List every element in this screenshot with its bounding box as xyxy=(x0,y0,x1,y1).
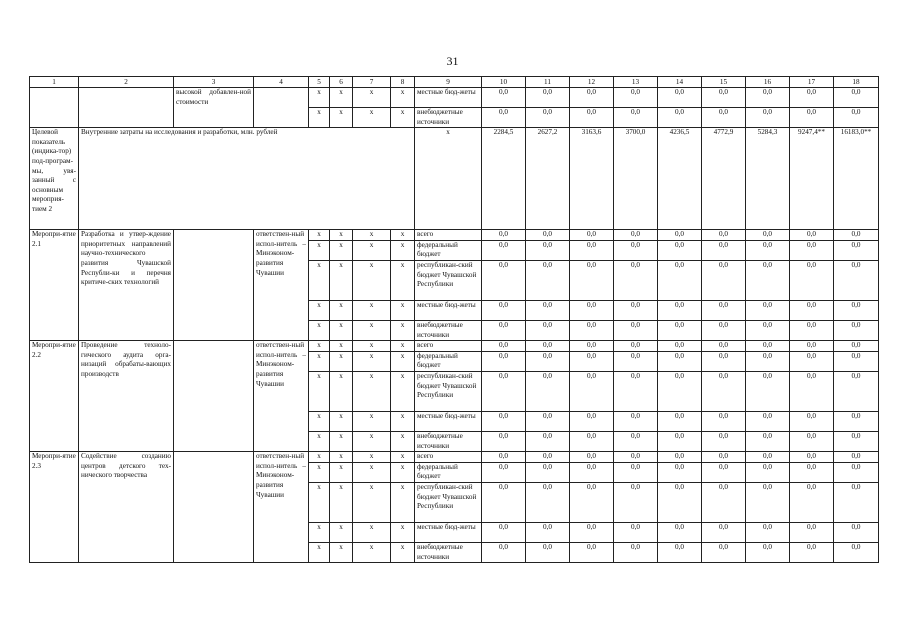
mark-cell: x xyxy=(309,542,330,562)
value-cell: 0,0 xyxy=(834,462,879,482)
value-cell: 0,0 xyxy=(526,431,570,451)
value-cell: 0,0 xyxy=(790,482,834,522)
column-number-header: 4 xyxy=(254,77,309,88)
value-cell: 0,0 xyxy=(702,411,746,431)
value-cell: 0,0 xyxy=(658,431,702,451)
mark-cell: x xyxy=(353,482,391,522)
value-cell: 0,0 xyxy=(570,462,614,482)
empty-cell xyxy=(174,230,254,341)
mark-cell: x xyxy=(309,341,330,352)
value-cell: 0,0 xyxy=(702,482,746,522)
funding-source: внебюджетные источники xyxy=(415,320,482,340)
page-number: 31 xyxy=(446,54,459,68)
value-cell: 0,0 xyxy=(746,462,790,482)
value-cell: 0,0 xyxy=(790,411,834,431)
mark-cell: x xyxy=(309,482,330,522)
value-cell: 0,0 xyxy=(834,542,879,562)
value-cell: 0,0 xyxy=(746,452,790,463)
value-cell: 0,0 xyxy=(834,452,879,463)
value-cell: 0,0 xyxy=(570,351,614,371)
value-cell: 0,0 xyxy=(614,522,658,542)
value-cell: 0,0 xyxy=(614,452,658,463)
value-cell: 0,0 xyxy=(570,431,614,451)
mark-cell: x xyxy=(309,371,330,411)
funding-source: федеральный бюджет xyxy=(415,240,482,260)
value-cell: 0,0 xyxy=(614,482,658,522)
value-cell: 0,0 xyxy=(526,522,570,542)
mark-cell: x xyxy=(391,351,415,371)
value-cell: 0,0 xyxy=(526,260,570,300)
mark-cell: x xyxy=(353,452,391,463)
value-cell: 0,0 xyxy=(746,411,790,431)
value-cell: 0,0 xyxy=(482,411,526,431)
value-cell: 0,0 xyxy=(834,431,879,451)
value-cell: 0,0 xyxy=(482,230,526,241)
funding-source: местные бюд-жеты xyxy=(415,411,482,431)
mark-cell: x xyxy=(330,108,353,128)
mark-cell: x xyxy=(391,88,415,108)
mark-cell: x xyxy=(353,88,391,108)
value-cell: 0,0 xyxy=(658,320,702,340)
value-cell: 0,0 xyxy=(746,260,790,300)
mark-cell: x xyxy=(353,371,391,411)
value-cell: 0,0 xyxy=(614,351,658,371)
value-cell: 0,0 xyxy=(658,482,702,522)
value-cell: 0,0 xyxy=(570,542,614,562)
mark-cell: x xyxy=(330,522,353,542)
funding-source: местные бюд-жеты xyxy=(415,300,482,320)
mark-cell: x xyxy=(391,108,415,128)
value-cell: 0,0 xyxy=(746,371,790,411)
mark-cell: x xyxy=(391,462,415,482)
mark-cell: x xyxy=(309,300,330,320)
value-cell: 0,0 xyxy=(746,351,790,371)
value-cell: 0,0 xyxy=(570,522,614,542)
value-cell: 0,0 xyxy=(790,341,834,352)
value-cell: 0,0 xyxy=(702,371,746,411)
value-cell: 0,0 xyxy=(834,88,879,108)
mark-cell: x xyxy=(330,351,353,371)
value-cell: 0,0 xyxy=(614,542,658,562)
value-cell: 0,0 xyxy=(614,230,658,241)
mark-cell: x xyxy=(391,482,415,522)
value-cell: 0,0 xyxy=(702,240,746,260)
value-cell: 0,0 xyxy=(658,108,702,128)
value-cell: 0,0 xyxy=(526,320,570,340)
value-cell: 0,0 xyxy=(526,341,570,352)
value-cell: 0,0 xyxy=(526,371,570,411)
mark-cell: x xyxy=(309,320,330,340)
value-cell: 0,0 xyxy=(526,482,570,522)
value-cell: 0,0 xyxy=(526,452,570,463)
measure-name: Проведение техноло-гического аудита орга-низаций обрабаты-вающих производств xyxy=(79,341,174,452)
value-cell: 0,0 xyxy=(526,542,570,562)
mark-cell: x xyxy=(330,482,353,522)
value-cell: 0,0 xyxy=(702,431,746,451)
measure-name: Разработка и утвер-ждение приоритетных направлений научно-технического развития Чувашской Республи-ки и перечня критиче-ских технологий xyxy=(79,230,174,341)
value-cell: 0,0 xyxy=(658,452,702,463)
funding-source: местные бюд-жеты xyxy=(415,522,482,542)
indicator-value: 2627,2 xyxy=(526,128,570,230)
value-cell: 0,0 xyxy=(482,431,526,451)
mark-cell: x xyxy=(391,452,415,463)
value-cell: 0,0 xyxy=(482,351,526,371)
funding-source: всего xyxy=(415,452,482,463)
value-cell: 0,0 xyxy=(482,300,526,320)
responsible-executor: ответствен-ный испол-нитель – Минэконом-развития Чувашии xyxy=(254,452,309,563)
value-cell: 0,0 xyxy=(482,260,526,300)
value-cell: 0,0 xyxy=(790,230,834,241)
value-cell: 0,0 xyxy=(702,108,746,128)
indicator-value: 5284,3 xyxy=(746,128,790,230)
value-cell: 0,0 xyxy=(482,522,526,542)
table-row xyxy=(30,452,879,463)
value-cell: 0,0 xyxy=(614,108,658,128)
empty-cell xyxy=(79,88,174,128)
value-cell: 0,0 xyxy=(702,341,746,352)
empty-cell xyxy=(30,88,79,128)
value-cell: 0,0 xyxy=(834,351,879,371)
value-cell: 0,0 xyxy=(482,462,526,482)
indicator-label: Целевой показатель (индика-тор) под-програм-мы, увя-занный с основным мероприя-тием 2 xyxy=(30,128,79,230)
mark-cell: x xyxy=(330,431,353,451)
funding-source: всего xyxy=(415,230,482,241)
value-cell: 0,0 xyxy=(790,371,834,411)
value-cell: 0,0 xyxy=(746,108,790,128)
mark-cell: x xyxy=(391,260,415,300)
funding-source: федеральный бюджет xyxy=(415,351,482,371)
funding-source: республикан-ский бюджет Чувашской Республики xyxy=(415,371,482,411)
value-cell: 0,0 xyxy=(482,452,526,463)
value-cell: 0,0 xyxy=(658,542,702,562)
mark-cell: x xyxy=(353,522,391,542)
value-cell: 0,0 xyxy=(570,230,614,241)
mark-cell: x xyxy=(330,260,353,300)
value-cell: 0,0 xyxy=(746,230,790,241)
mark-cell: x xyxy=(391,300,415,320)
mark-cell: x xyxy=(353,260,391,300)
value-cell: 0,0 xyxy=(834,260,879,300)
value-cell: 0,0 xyxy=(834,341,879,352)
column-number-header: 17 xyxy=(790,77,834,88)
mark-cell: x xyxy=(330,542,353,562)
empty-cell xyxy=(254,88,309,128)
value-cell: 0,0 xyxy=(746,482,790,522)
value-cell: 0,0 xyxy=(790,300,834,320)
column-number-header: 7 xyxy=(353,77,391,88)
mark-cell: x xyxy=(309,452,330,463)
value-cell: 0,0 xyxy=(790,240,834,260)
value-cell: 0,0 xyxy=(658,351,702,371)
mark-cell: x xyxy=(309,462,330,482)
value-cell: 0,0 xyxy=(658,371,702,411)
mark-cell: x xyxy=(309,411,330,431)
indicator-value: 4236,5 xyxy=(658,128,702,230)
value-cell: 0,0 xyxy=(570,108,614,128)
value-cell: 0,0 xyxy=(702,462,746,482)
value-cell: 0,0 xyxy=(614,300,658,320)
mark-cell: x xyxy=(391,522,415,542)
column-number-header: 5 xyxy=(309,77,330,88)
value-cell: 0,0 xyxy=(482,240,526,260)
value-cell: 0,0 xyxy=(834,230,879,241)
mark-cell: x xyxy=(353,431,391,451)
value-cell: 0,0 xyxy=(702,260,746,300)
value-cell: 0,0 xyxy=(482,482,526,522)
mark-cell: x xyxy=(353,351,391,371)
mark-cell: x xyxy=(309,240,330,260)
column-number-header: 2 xyxy=(79,77,174,88)
mark-cell: x xyxy=(353,542,391,562)
value-cell: 0,0 xyxy=(834,240,879,260)
table-row xyxy=(30,341,879,352)
value-cell: 0,0 xyxy=(702,351,746,371)
mark-cell: x xyxy=(330,88,353,108)
mark-cell: x xyxy=(330,371,353,411)
value-cell: 0,0 xyxy=(834,371,879,411)
mark-cell: x xyxy=(330,411,353,431)
value-cell: 0,0 xyxy=(570,341,614,352)
funding-source: внебюджетные источники xyxy=(415,108,482,128)
mark-cell: x xyxy=(353,411,391,431)
column-number-header: 18 xyxy=(834,77,879,88)
indicator-value: 9247,4** xyxy=(790,128,834,230)
value-cell: 0,0 xyxy=(658,300,702,320)
value-cell: 0,0 xyxy=(658,240,702,260)
value-cell: 0,0 xyxy=(702,230,746,241)
mark-cell: x xyxy=(309,431,330,451)
mark-cell: x xyxy=(330,462,353,482)
indicator-text: Внутренние затраты на исследования и разработки, млн. рублей xyxy=(79,128,415,230)
mark-cell: x xyxy=(353,341,391,352)
funding-source: республикан-ский бюджет Чувашской Республики xyxy=(415,482,482,522)
value-cell: 0,0 xyxy=(658,88,702,108)
value-cell: 0,0 xyxy=(570,482,614,522)
mark-cell: x xyxy=(391,542,415,562)
value-cell: 0,0 xyxy=(746,240,790,260)
value-cell: 0,0 xyxy=(746,300,790,320)
mark-cell: x xyxy=(309,88,330,108)
mark-cell: x xyxy=(309,522,330,542)
measure-number: Меропри-ятие 2.3 xyxy=(30,452,79,563)
empty-cell xyxy=(174,452,254,563)
funding-source: всего xyxy=(415,341,482,352)
mark-cell: x xyxy=(330,452,353,463)
value-cell: 0,0 xyxy=(658,522,702,542)
value-cell: 0,0 xyxy=(834,108,879,128)
mark-cell: x xyxy=(330,320,353,340)
column-number-header: 6 xyxy=(330,77,353,88)
value-cell: 0,0 xyxy=(526,462,570,482)
mark-cell: x xyxy=(391,320,415,340)
value-cell: 0,0 xyxy=(746,431,790,451)
value-cell: 0,0 xyxy=(570,88,614,108)
value-cell: 0,0 xyxy=(790,522,834,542)
funding-source: внебюджетные источники xyxy=(415,542,482,562)
value-cell: 0,0 xyxy=(658,411,702,431)
measure-number: Меропри-ятие 2.2 xyxy=(30,341,79,452)
responsible-executor: ответствен-ный испол-нитель – Минэконом-развития Чувашии xyxy=(254,230,309,341)
value-cell: 0,0 xyxy=(570,300,614,320)
mark-cell: x xyxy=(309,230,330,241)
value-cell: 0,0 xyxy=(658,230,702,241)
column-number-header: 9 xyxy=(415,77,482,88)
value-cell: 0,0 xyxy=(658,260,702,300)
value-cell: 0,0 xyxy=(746,542,790,562)
mark-cell: x xyxy=(330,341,353,352)
value-cell: 0,0 xyxy=(702,300,746,320)
mark-cell: x xyxy=(353,462,391,482)
funding-source: внебюджетные источники xyxy=(415,431,482,451)
mark-cell: x xyxy=(330,300,353,320)
mark-cell: x xyxy=(353,230,391,241)
value-cell: 0,0 xyxy=(790,542,834,562)
mark-cell: x xyxy=(391,240,415,260)
mark-cell: x xyxy=(309,351,330,371)
value-cell: 0,0 xyxy=(614,260,658,300)
value-cell: 0,0 xyxy=(614,371,658,411)
column-number-header: 15 xyxy=(702,77,746,88)
value-cell: 0,0 xyxy=(790,351,834,371)
value-cell: 0,0 xyxy=(482,88,526,108)
value-cell: 0,0 xyxy=(790,452,834,463)
mark-cell: x xyxy=(353,320,391,340)
value-cell: 0,0 xyxy=(570,411,614,431)
indicator-value: 2284,5 xyxy=(482,128,526,230)
value-cell: 0,0 xyxy=(790,108,834,128)
value-cell: 0,0 xyxy=(570,320,614,340)
value-cell: 0,0 xyxy=(614,320,658,340)
value-cell: 0,0 xyxy=(746,522,790,542)
value-cell: 0,0 xyxy=(526,108,570,128)
mark-cell: x xyxy=(353,108,391,128)
indicator-mark: x xyxy=(415,128,482,230)
funding-source: местные бюд-жеты xyxy=(415,88,482,108)
value-cell: 0,0 xyxy=(482,108,526,128)
indicator-value: 3163,6 xyxy=(570,128,614,230)
column-number-header: 12 xyxy=(570,77,614,88)
value-cell: 0,0 xyxy=(570,452,614,463)
value-cell: 0,0 xyxy=(570,371,614,411)
mark-cell: x xyxy=(309,260,330,300)
value-cell: 0,0 xyxy=(834,411,879,431)
table-row xyxy=(30,88,879,108)
mark-cell: x xyxy=(391,431,415,451)
value-cell: 0,0 xyxy=(834,522,879,542)
column-number-header: 8 xyxy=(391,77,415,88)
value-cell: 0,0 xyxy=(702,522,746,542)
indicator-row xyxy=(30,128,879,230)
value-cell: 0,0 xyxy=(702,320,746,340)
funding-source: федеральный бюджет xyxy=(415,462,482,482)
value-cell: 0,0 xyxy=(746,320,790,340)
value-cell: 0,0 xyxy=(526,300,570,320)
column-number-header: 1 xyxy=(30,77,79,88)
value-cell: 0,0 xyxy=(790,462,834,482)
value-cell: 0,0 xyxy=(526,240,570,260)
value-cell: 0,0 xyxy=(746,341,790,352)
column-number-header: 14 xyxy=(658,77,702,88)
mark-cell: x xyxy=(391,411,415,431)
indicator-value: 16183,0** xyxy=(834,128,879,230)
value-cell: 0,0 xyxy=(790,431,834,451)
measure-number: Меропри-ятие 2.1 xyxy=(30,230,79,341)
mark-cell: x xyxy=(330,230,353,241)
value-cell: 0,0 xyxy=(790,260,834,300)
mark-cell: x xyxy=(353,300,391,320)
value-cell: 0,0 xyxy=(570,260,614,300)
value-cell: 0,0 xyxy=(614,411,658,431)
column-number-row xyxy=(30,77,879,88)
measure-name: Содействие созданию центров детского тех-нического творчества xyxy=(79,452,174,563)
value-cell: 0,0 xyxy=(482,542,526,562)
value-cell: 0,0 xyxy=(658,462,702,482)
value-cell: 0,0 xyxy=(570,240,614,260)
value-cell: 0,0 xyxy=(614,88,658,108)
responsible-executor: ответствен-ный испол-нитель – Минэконом-развития Чувашии xyxy=(254,341,309,452)
indicator-value: 4772,9 xyxy=(702,128,746,230)
mark-cell: x xyxy=(391,341,415,352)
column-number-header: 13 xyxy=(614,77,658,88)
program-table xyxy=(29,76,879,563)
value-cell: 0,0 xyxy=(614,341,658,352)
mark-cell: x xyxy=(391,371,415,411)
value-cell: 0,0 xyxy=(658,341,702,352)
value-cell: 0,0 xyxy=(614,240,658,260)
table-row xyxy=(30,230,879,241)
value-cell: 0,0 xyxy=(526,88,570,108)
value-cell: 0,0 xyxy=(702,452,746,463)
column-number-header: 3 xyxy=(174,77,254,88)
value-cell: 0,0 xyxy=(482,341,526,352)
value-cell: 0,0 xyxy=(834,320,879,340)
column-number-header: 16 xyxy=(746,77,790,88)
value-cell: 0,0 xyxy=(614,431,658,451)
value-cell: 0,0 xyxy=(790,88,834,108)
mark-cell: x xyxy=(309,108,330,128)
value-cell: 0,0 xyxy=(526,351,570,371)
value-cell: 0,0 xyxy=(702,542,746,562)
value-cell: 0,0 xyxy=(526,230,570,241)
value-cell: 0,0 xyxy=(834,482,879,522)
column-number-header: 10 xyxy=(482,77,526,88)
funding-source: республикан-ский бюджет Чувашской Республики xyxy=(415,260,482,300)
value-cell: 0,0 xyxy=(702,88,746,108)
value-cell: 0,0 xyxy=(614,462,658,482)
value-cell: 0,0 xyxy=(790,320,834,340)
measure-continuation-text: высокой добавлен-ной стоимости xyxy=(174,88,254,128)
empty-cell xyxy=(174,341,254,452)
mark-cell: x xyxy=(353,240,391,260)
value-cell: 0,0 xyxy=(834,300,879,320)
column-number-header: 11 xyxy=(526,77,570,88)
value-cell: 0,0 xyxy=(482,320,526,340)
value-cell: 0,0 xyxy=(482,371,526,411)
value-cell: 0,0 xyxy=(526,411,570,431)
value-cell: 0,0 xyxy=(746,88,790,108)
indicator-value: 3700,0 xyxy=(614,128,658,230)
mark-cell: x xyxy=(391,230,415,241)
mark-cell: x xyxy=(330,240,353,260)
